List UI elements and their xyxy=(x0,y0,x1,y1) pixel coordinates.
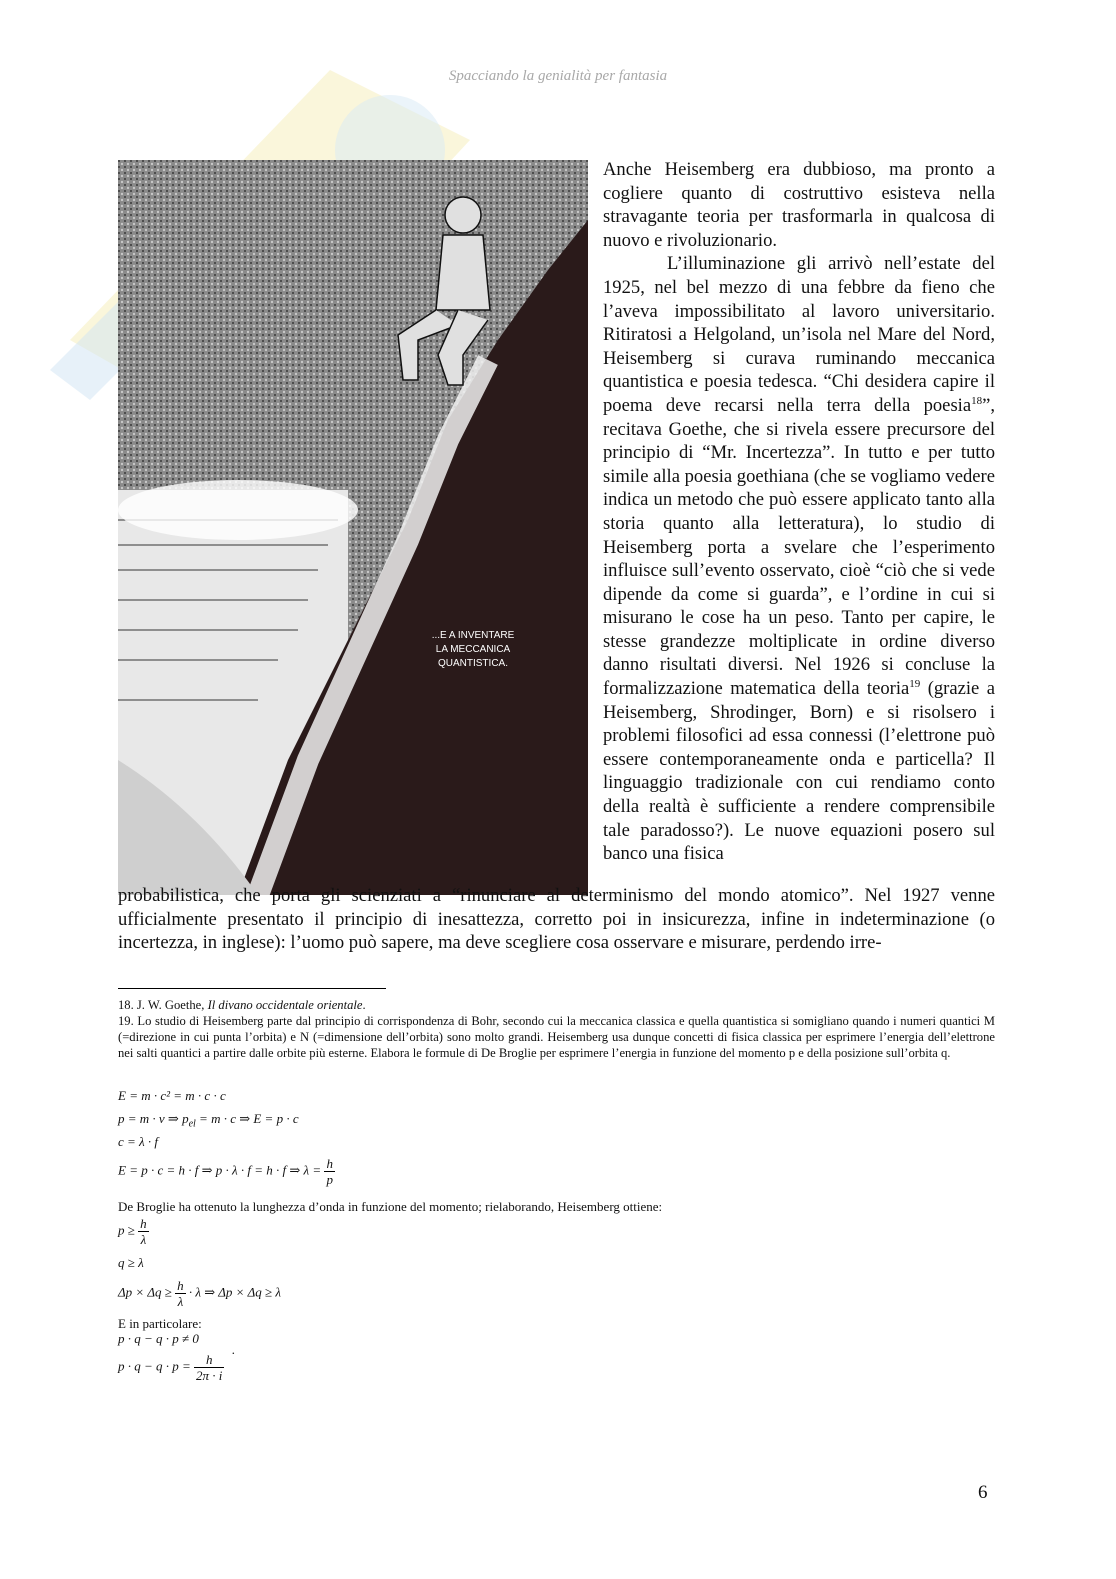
formula-9-den: 2π · i xyxy=(196,1368,223,1383)
paragraph-1: Anche Heisemberg era dubbioso, ma pronto a cogliere quanto di costruttivo esisteva nella stravagante teoria per trasformarla in qualcosa di nuovo e rivoluzionario. xyxy=(603,159,995,251)
formula-7-num: h xyxy=(177,1278,184,1293)
formula-5-num: h xyxy=(140,1216,147,1231)
formula-7-den: λ xyxy=(177,1294,184,1309)
paragraph-2-part-a: L’illuminazione gli arrivò nell’estate del 1925, nel bel mezzo di una febbre da fieno che l’aveva impossibilitato al lavoro universitario. Ritiratosi a Helgoland, un’isola nel Mare del Nord, Heisemberg si curava ruminando meccanica quantistica e poesia tedesca. “Chi desidera capire il poema deve recarsi nella terra della poesia xyxy=(603,253,995,416)
formula-4-num: h xyxy=(326,1156,333,1171)
formula-6: q ≥ λ xyxy=(118,1255,144,1270)
paragraph-2-part-c: (grazie a Heisemberg, Shrodinger, Born) e si risolsero i problemi filosofici ad essa connessi (l’elettrone può essere contemporaneamente onda e particella? Il linguaggio tradizionale con cui rendiamo conto della realtà è sufficiente a rendere comprensibile tale paradosso?). Le nuove equazioni posero sul banco una fisica xyxy=(603,678,995,865)
footnote-ref-18[interactable]: 18 xyxy=(971,394,983,407)
paragraph-2-part-b: ”, recitava Goethe, che si rivela essere precursore del principio di “Mr. Incertezza”. In tutto e per tutto simile alla poesia goethiana (che se vogliamo vedere indica un metodo che può essere applicato tanto alla storia quanto alla letteratura), lo studio di Heisemberg porta a svelare che l’esperimento influisce sull’evento osservato, cioè “ciò che si vede dipende da come si guarda”, e l’ordine in cui si misurano le cose ha un peso. Tanto per capire, le stesse grandezze moltiplicate in ordine diverso danno risultati diversi. Nel 1926 si concluse la formalizzazione matematica della teoria xyxy=(603,394,995,700)
formula-4-lhs: E = p · c = h · f ⇒ p · λ · f = h · f ⇒ λ = xyxy=(118,1162,322,1178)
footnote-18-prefix: 18. J. W. Goethe, xyxy=(118,998,208,1012)
formula-9-num: h xyxy=(194,1352,224,1368)
footnote-18 xyxy=(118,997,995,1013)
formula-2-sub: el xyxy=(188,1118,196,1130)
formula-8: p · q − q · p ≠ 0 xyxy=(118,1331,199,1346)
illustration-caption-line1: ...E A INVENTARE xyxy=(431,630,515,641)
comic-illustration xyxy=(118,160,588,895)
footnote-divider xyxy=(118,988,386,989)
formula-7 xyxy=(118,1278,281,1309)
formula-2-a: p = m · v ⇒ p xyxy=(118,1111,189,1126)
formula-9-fraction xyxy=(194,1352,224,1383)
footnote-18-title: Il divano occidentale orientale xyxy=(207,998,363,1012)
formula-dot: . xyxy=(232,1342,236,1357)
formula-1: E = m · c² = m · c · c xyxy=(118,1088,226,1103)
formula-7-rhs: · λ ⇒ Δp × Δq ≥ λ xyxy=(188,1284,282,1300)
broglie-text: De Broglie ha ottenuto la lunghezza d’onda in funzione del momento; rielaborando, Heisemberg ottiene: xyxy=(118,1199,663,1214)
formula-4 xyxy=(118,1156,335,1187)
paragraph-2 xyxy=(603,252,995,865)
footnote-18-suffix: . xyxy=(362,998,366,1012)
illustration-caption-line2: LA MECCANICA xyxy=(435,644,511,655)
formula-7-fraction xyxy=(175,1278,186,1309)
full-width-text: probabilistica, che porta gli scienziati a “rinunciare al determinismo del mondo atomico”. Nel 1927 venne ufficialmente presentato il principio di inesattezza, corretto poi in insicurezza, infine in indeterminazione (o incertezza, in inglese): l’uomo può sapere, ma deve scegliere cosa osservare e misurare, perdendo irre- xyxy=(118,885,995,954)
right-column-text xyxy=(603,158,995,866)
formula-5 xyxy=(118,1216,149,1247)
footnotes xyxy=(118,997,995,1061)
footnote-19: 19. Lo studio di Heisemberg parte dal principio di corrispondenza di Bohr, secondo cui la meccanica classica e quella quantistica si somigliano quando i numeri quantici M (=direzione in cui punta l’orbita) e N (=dimensione dell’orbita) sono molto grandi. Heisemberg usa dunque concetti di fisica classica per esprimere l’energia dell’elettrone nei salti quantici a partire dalle orbite più esterne. Elabora le formule di De Broglie per esprimere l’energia in funzione del momento p e della posizione sull’orbita q. xyxy=(118,1014,995,1060)
footnote-ref-19[interactable]: 19 xyxy=(909,677,921,690)
formula-5-den: λ xyxy=(140,1232,147,1247)
formula-4-den: p xyxy=(326,1172,333,1187)
formula-3: c = λ · f xyxy=(118,1134,159,1149)
formula-4-fraction xyxy=(324,1156,335,1187)
particular-label: E in particolare: xyxy=(118,1316,202,1331)
formula-5-lhs: p ≥ xyxy=(118,1222,135,1238)
formula-7-lhs: Δp × Δq ≥ xyxy=(118,1284,172,1300)
formula-2 xyxy=(118,1111,299,1130)
illustration-caption-line3: QUANTISTICA. xyxy=(437,658,509,669)
page-number: 6 xyxy=(978,1482,988,1503)
formula-9-lhs: p · q − q · p = xyxy=(118,1358,191,1374)
running-header: Spacciando la genialità per fantasia xyxy=(448,68,668,84)
formula-9 xyxy=(118,1352,224,1383)
formula-2-b: = m · c ⇒ E = p · c xyxy=(195,1111,299,1126)
formula-5-fraction xyxy=(138,1216,149,1247)
